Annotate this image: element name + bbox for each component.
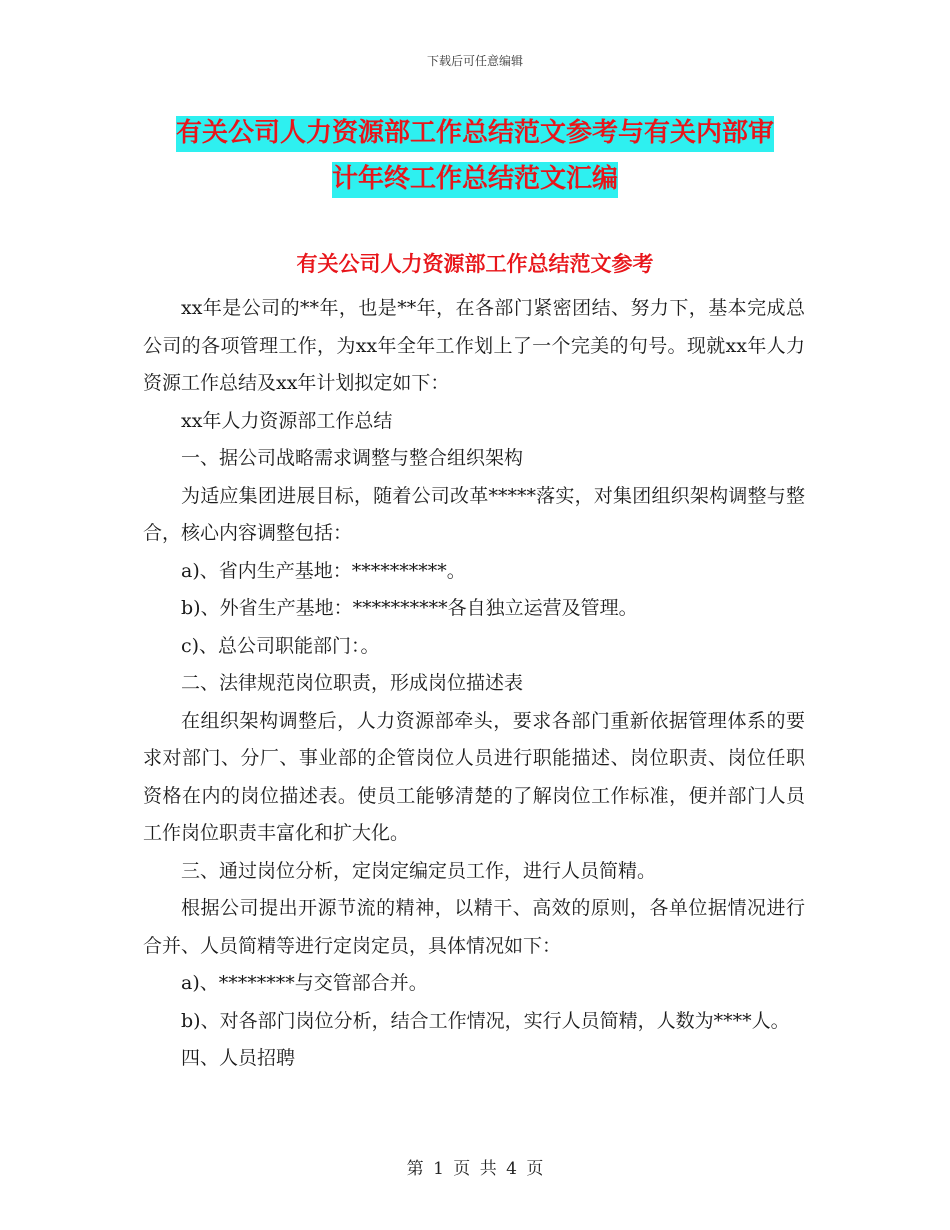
paragraph: 四、人员招聘 [181,1047,296,1069]
document-title-line-2 [0,158,950,195]
page-footer: 第 1 页 共 4 页 [406,1159,544,1179]
paragraph: xx年人力资源部工作总结 [181,409,393,432]
paragraph: 在组织架构调整后，人力资源部牵头，要求各部门重新依据管理体系的要求对部门、分厂、事业部的企管岗位人员进行职能描述、岗位职责、岗位任职资格在内的岗位描述表。使员工能够清楚的了解岗位工作标准，便并部门人员工作岗位职责丰富化和扩大化。 [143,709,805,844]
paragraph: b)、对各部门岗位分析，结合工作情况，实行人员简精，人数为****人。 [181,1009,790,1032]
document-title-line-1 [0,112,950,149]
paragraph: b)、外省生产基地：**********各自独立运营及管理。 [181,597,638,619]
paragraph: c)、总公司职能部门：。 [181,634,380,657]
paragraph: a)、省内生产基地：**********。 [181,559,466,582]
paragraph: 为适应集团进展目标，随着公司改革*****落实，对集团组织架构调整与整合，核心内容调整包括： [143,484,805,544]
paragraph: a)、********与交管部合并。 [181,972,428,994]
page-header: 下载后可任意编辑 [426,54,523,68]
paragraph: 三、通过岗位分析，定岗定编定员工作，进行人员简精。 [181,859,657,882]
title-highlight-2: 计年终工作总结范文汇编 [332,162,618,198]
paragraph: 二、法律规范岗位职责，形成岗位描述表 [181,672,524,694]
paragraph: xx年是公司的**年，也是**年，在各部门紧密团结、努力下，基本完成总公司的各项管理工作，为xx年全年工作划上了一个完美的句号。现就xx年人力资源工作总结及xx年计划拟定如下： [143,297,805,394]
section-title: 有关公司人力资源部工作总结范文参考 [296,252,654,276]
document-body [143,290,805,1078]
title-highlight-1: 有关公司人力资源部工作总结范文参考与有关内部审 [176,116,774,152]
paragraph: 根据公司提出开源节流的精神，以精干、高效的原则，各单位据情况进行合并、人员简精等进行定岗定员，具体情况如下： [143,897,805,957]
paragraph: 一、据公司战略需求调整与整合组织架构 [181,447,524,469]
